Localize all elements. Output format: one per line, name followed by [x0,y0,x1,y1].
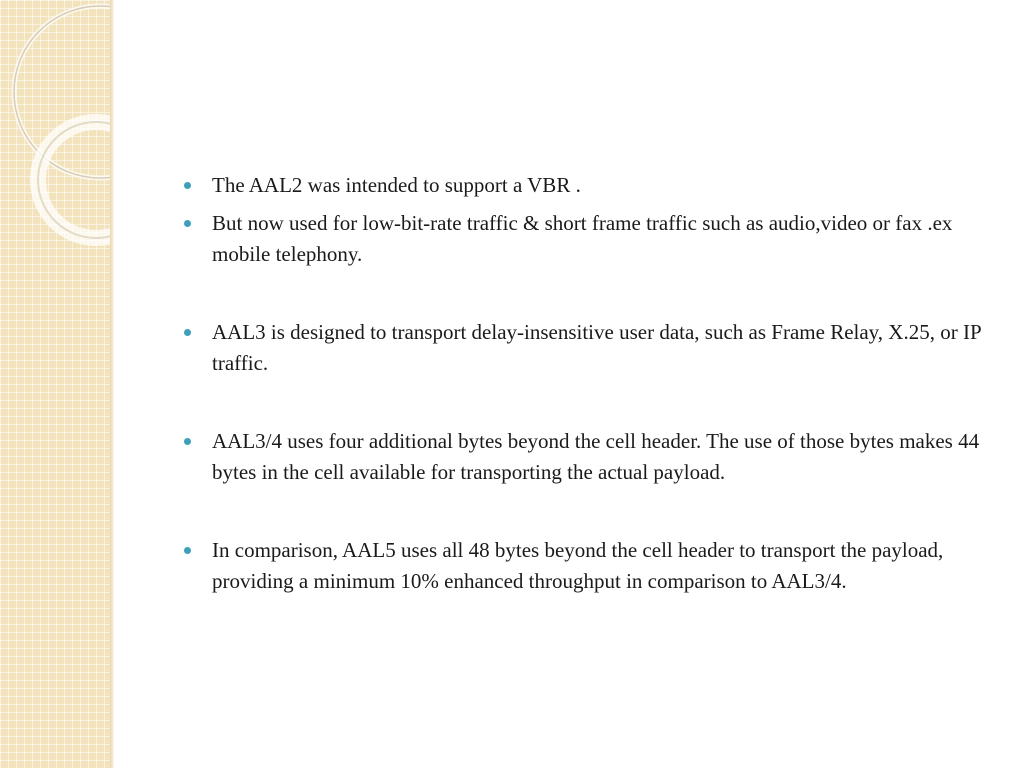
bullet-text: But now used for low-bit-rate traffic & short frame traffic such as audio,video or fax .ex mobile telephony. [212,211,953,266]
bullet-text: AAL3 is designed to transport delay-insensitive user data, such as Frame Relay, X.25, or IP traffic. [212,320,981,375]
decorative-sidebar [0,0,114,768]
bullet-text: In comparison, AAL5 uses all 48 bytes beyond the cell header to transport the payload, providing a minimum 10% enhanced throughput in comparison to AAL3/4. [212,538,944,593]
bullet-item [184,426,994,488]
bullet-list [184,170,994,597]
bullet-dot-icon [184,329,191,336]
bullet-item [184,317,994,379]
bullet-item [184,170,994,201]
bullet-item [184,208,994,270]
ring-ornament [0,0,114,260]
sidebar-edge [110,0,114,768]
bullet-item [184,535,994,597]
bullet-text: The AAL2 was intended to support a VBR . [212,173,581,197]
bullet-dot-icon [184,220,191,227]
bullet-dot-icon [184,547,191,554]
bullet-text: AAL3/4 uses four additional bytes beyond the cell header. The use of those bytes makes 44 bytes in the cell available for transporting the actual payload. [212,429,980,484]
bullet-dot-icon [184,438,191,445]
slide-content [184,170,994,597]
bullet-dot-icon [184,182,191,189]
